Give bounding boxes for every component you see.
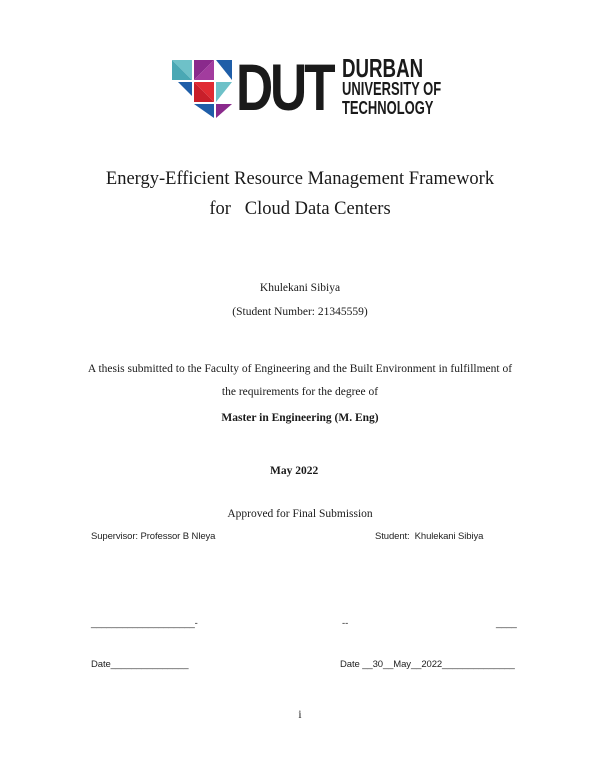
supervisor-label: Supervisor: Professor B Nleya — [91, 531, 216, 542]
supervisor-signature-line: ____________________- — [91, 618, 198, 629]
supervisor-date-field: Date_______________ — [91, 659, 189, 670]
middle-signature-mark: -- — [342, 618, 349, 629]
student-number: (Student Number: 21345559) — [232, 306, 368, 318]
approval-statement: Approved for Final Submission — [227, 508, 373, 520]
dut-logo — [170, 52, 440, 122]
page-number: i — [298, 709, 302, 721]
student-date-field: Date __30__May__2022______________ — [340, 659, 515, 670]
student-label: Student: Khulekani Sibiya — [375, 531, 484, 542]
author-name: Khulekani Sibiya — [259, 282, 341, 294]
submission-line2: the requirements for the degree of — [221, 386, 379, 398]
logo-name-line3: TECHNOLOGY — [342, 98, 434, 118]
thesis-title-line2: for Cloud Data Centers — [209, 199, 391, 219]
submission-line1: A thesis submitted to the Faculty of Engineering and the Built Environment in fulfillment of — [87, 363, 513, 375]
logo-name-line1: DURBAN — [342, 53, 424, 83]
student-signature-line: ____ — [496, 618, 517, 629]
degree-name: Master in Engineering (M. Eng) — [221, 412, 379, 424]
logo-name-line2: UNIVERSITY OF — [342, 79, 442, 99]
logo-wordmark: DUT — [236, 50, 333, 124]
logo-name — [342, 53, 442, 118]
thesis-title-line1: Energy-Efficient Resource Management Framework — [105, 169, 495, 189]
submission-date: May 2022 — [270, 465, 319, 477]
